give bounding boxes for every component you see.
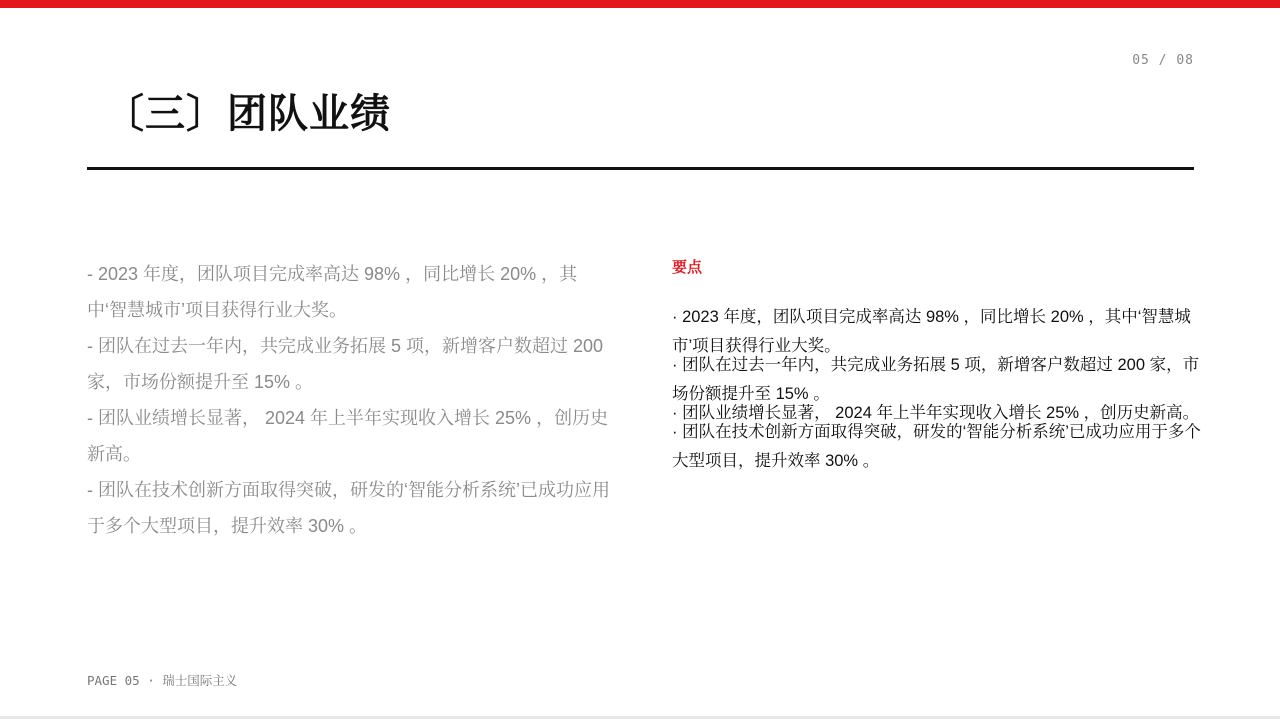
key-point-item: · 团队业绩增长显著， 2024 年上半年实现收入增长 25% ，创历史新高。 <box>672 404 1200 422</box>
body-paragraph: - 团队业绩增长显著， 2024 年上半年实现收入增长 25% ，创历史新高。 <box>87 408 609 464</box>
footer-brand: 瑞士国际主义 <box>162 673 238 688</box>
footer-page-label: PAGE 05 · <box>87 673 163 688</box>
footer <box>87 671 237 689</box>
body-text-column <box>87 256 617 544</box>
page-counter: 05 / 08 <box>1132 53 1194 68</box>
body-paragraph: - 团队在过去一年内，共完成业务拓展 5 项，新增客户数超过 200 家，市场份额提升至 15% 。 <box>87 336 604 392</box>
body-paragraph: - 2023 年度，团队项目完成率高达 98% ，同比增长 20% ，其中‘智慧城市’项目获得行业大奖。 <box>87 264 578 320</box>
key-points-list <box>672 303 1204 476</box>
key-point-item: · 2023 年度，团队项目完成率高达 98% ，同比增长 20% ，其中‘智慧城市’项目获得行业大奖。 <box>672 308 1191 355</box>
page-title: 〔三〕团队业绩 <box>104 92 391 136</box>
key-points-heading: 要点 <box>672 259 703 276</box>
key-point-item: · 团队在过去一年内，共完成业务拓展 5 项，新增客户数超过 200 家，市场份额提升至 15% 。 <box>672 356 1200 403</box>
title-divider <box>87 167 1194 170</box>
top-accent-bar <box>0 0 1280 8</box>
key-point-item: · 团队在技术创新方面取得突破，研发的‘智能分析系统’已成功应用于多个大型项目，提升效率 30% 。 <box>672 423 1201 470</box>
body-paragraph: - 团队在技术创新方面取得突破，研发的‘智能分析系统’已成功应用于多个大型项目，提升效率 30% 。 <box>87 480 610 536</box>
